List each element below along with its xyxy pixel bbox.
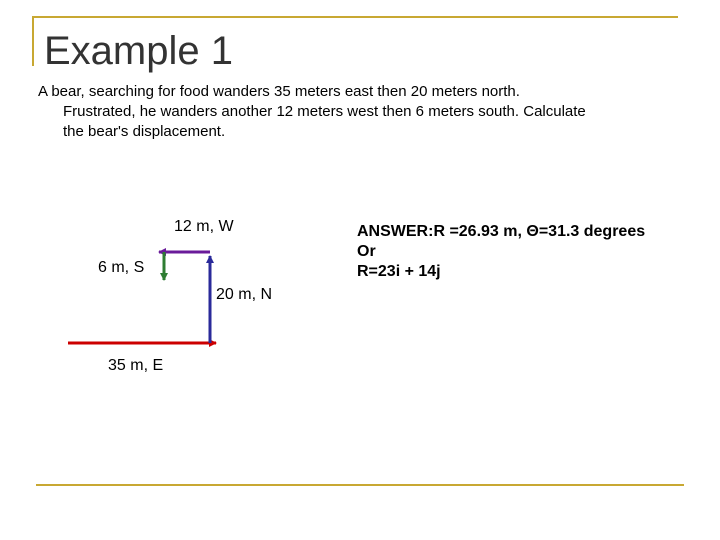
label-6m-south: 6 m, S bbox=[98, 259, 145, 276]
answer-line-2: Or bbox=[357, 243, 376, 260]
label-35m-east: 35 m, E bbox=[108, 357, 164, 374]
answer-block bbox=[357, 222, 645, 282]
label-20m-north: 20 m, N bbox=[216, 286, 273, 303]
answer-line-1: ANSWER:R =26.93 m, Θ=31.3 degrees bbox=[357, 223, 646, 240]
footer-rule bbox=[36, 484, 684, 486]
problem-line-3: the bear's displacement. bbox=[63, 123, 226, 140]
problem-line-1: A bear, searching for food wanders 35 meters east then 20 meters north. bbox=[38, 83, 520, 100]
slide-title: Example 1 bbox=[44, 29, 233, 73]
answer-line-3: R=23i + 14j bbox=[357, 263, 441, 280]
problem-line-2: Frustrated, he wanders another 12 meters west then 6 meters south. Calculate bbox=[63, 103, 586, 120]
label-12m-west: 12 m, W bbox=[174, 218, 234, 235]
